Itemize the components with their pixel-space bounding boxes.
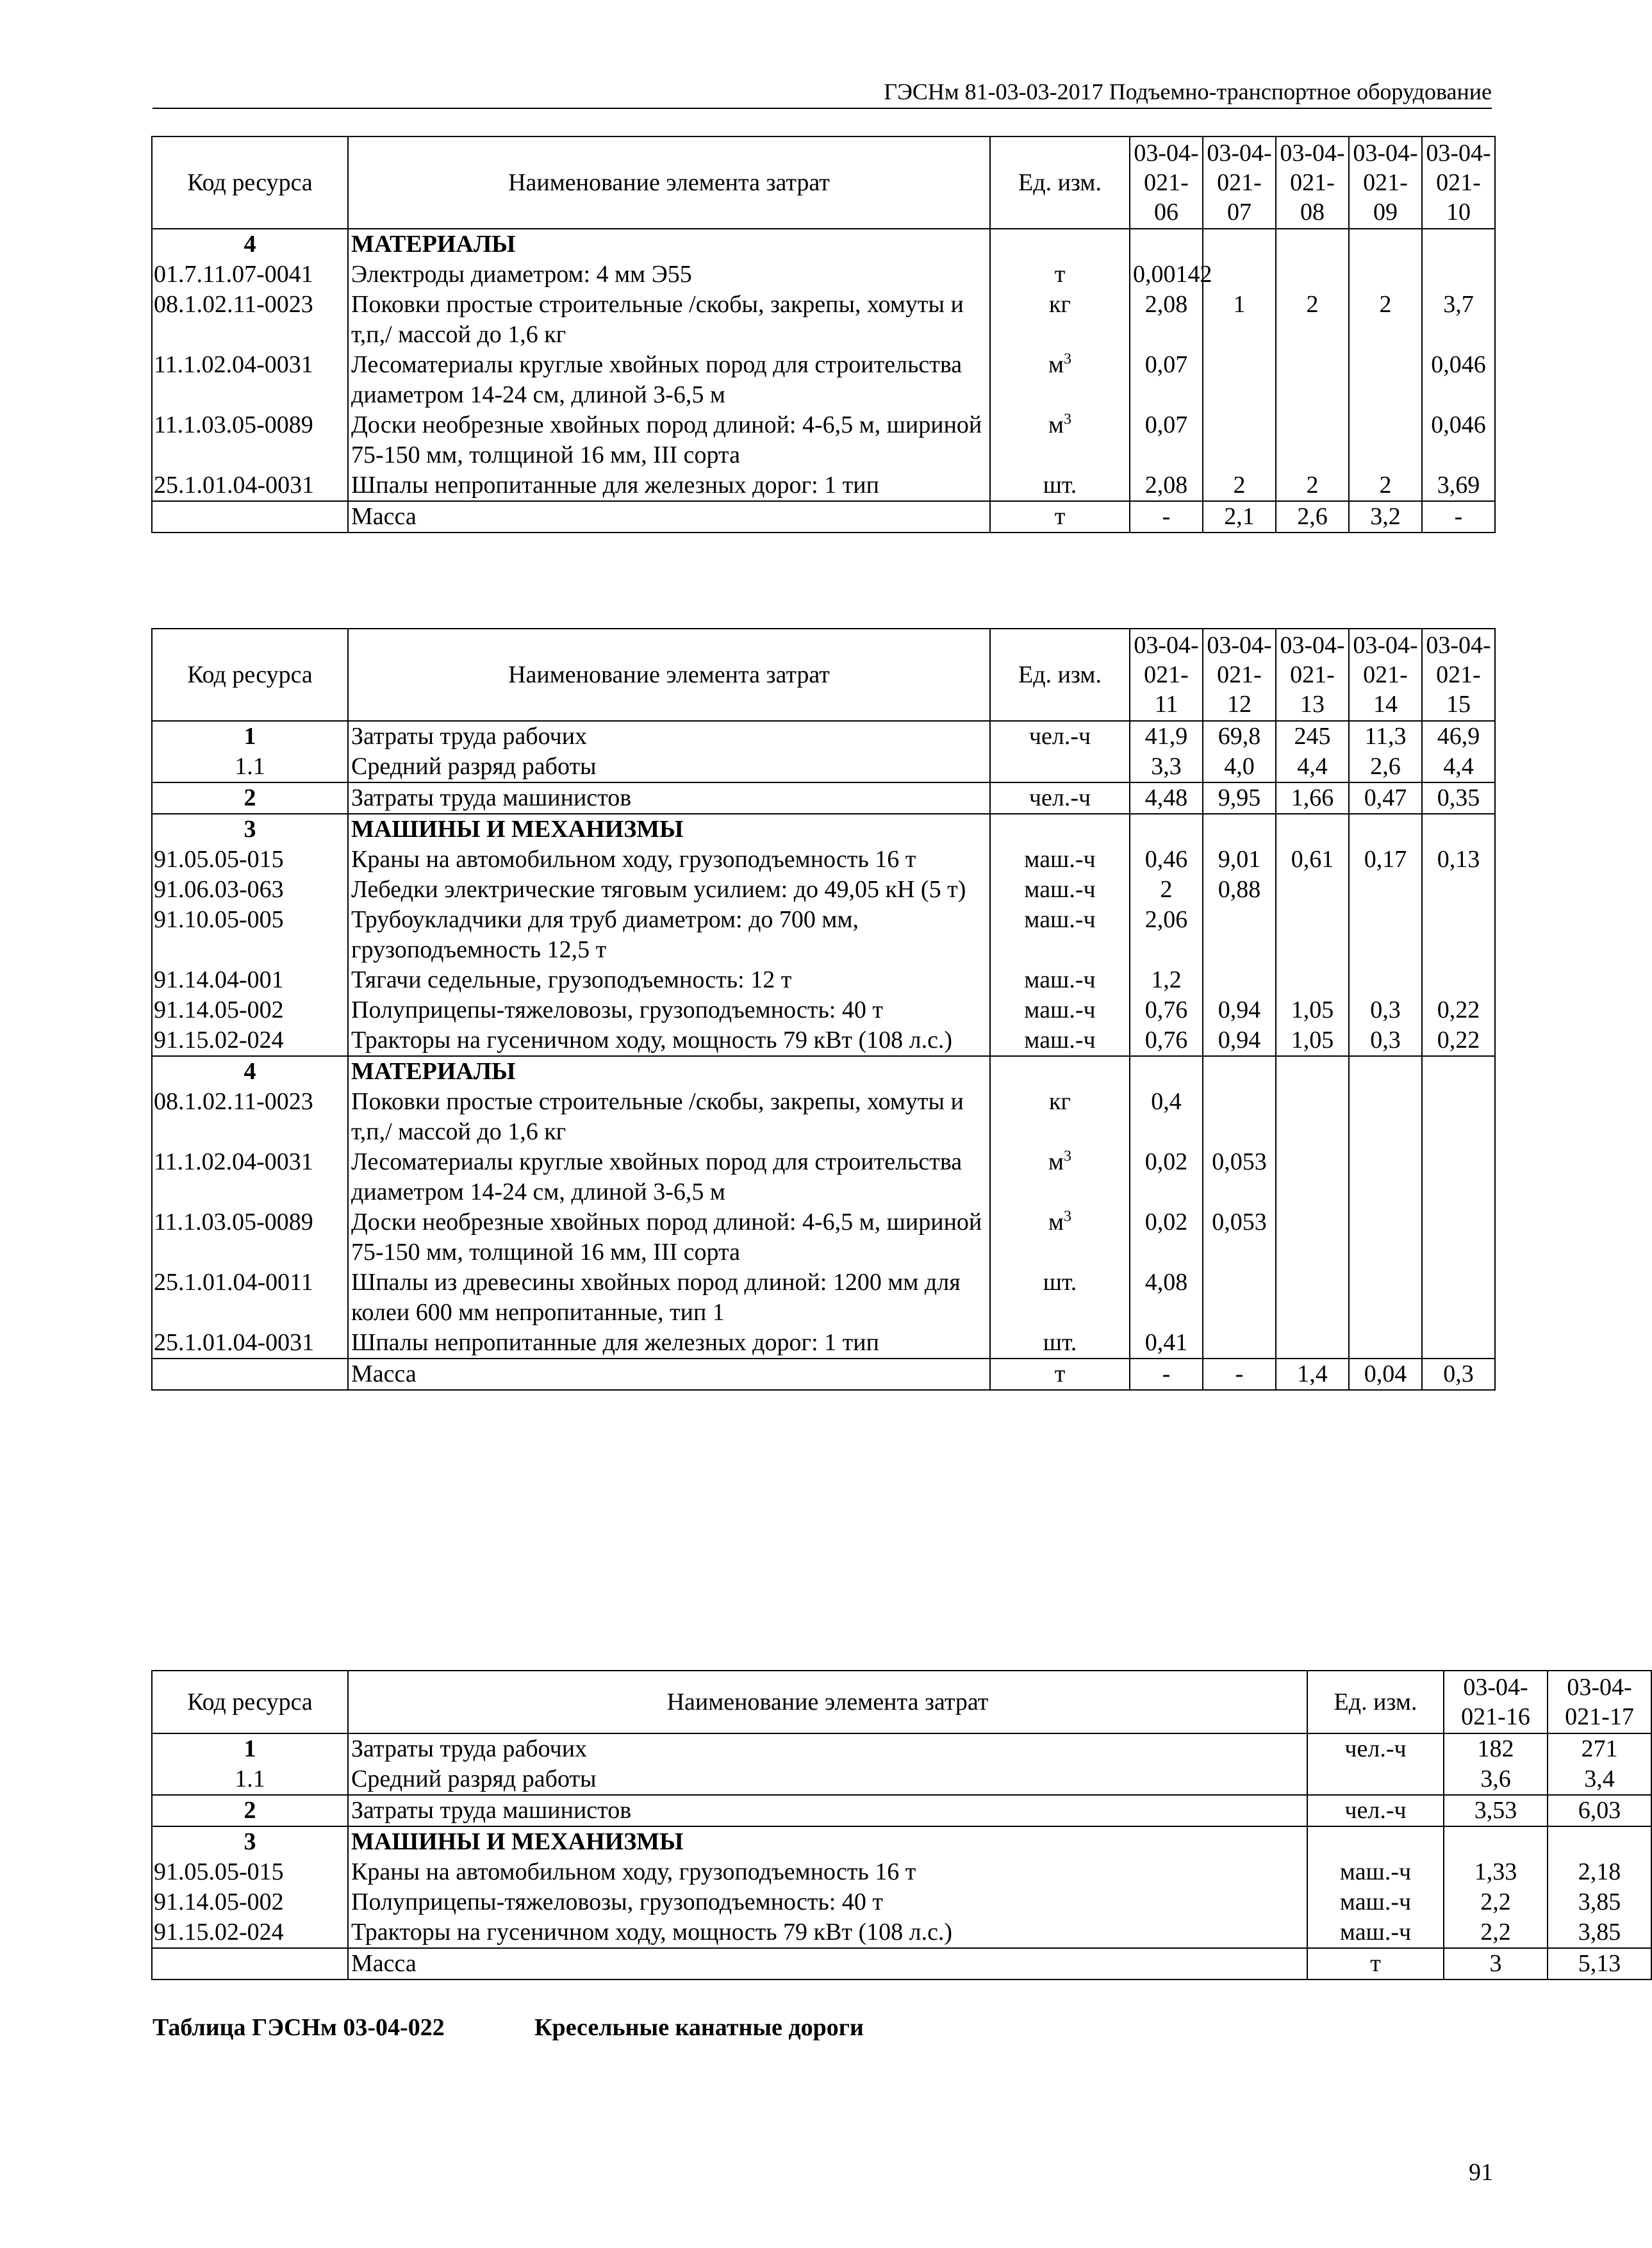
col-header-name: Наименование элемента затрат (348, 136, 990, 229)
resource-value (1276, 410, 1349, 470)
resource-unit: чел.-ч (990, 782, 1130, 814)
resource-value: 1,05 (1276, 1025, 1349, 1056)
resource-unit: $м^3$ (990, 410, 1130, 470)
resource-code: 25.1.01.04-0031 (152, 470, 348, 501)
resource-value (1349, 1268, 1422, 1328)
resource-name: Доски необрезные хвойных пород длиной: 4-6,5 м, шириной 75-150 мм, толщиной 16 мм, III сорта (348, 1207, 990, 1268)
resource-unit (990, 229, 1130, 260)
resource-value (1276, 1207, 1349, 1268)
resource-code: 25.1.01.04-0011 (152, 1268, 348, 1328)
resource-value: 3,7 (1422, 290, 1495, 350)
resource-value (1422, 1056, 1495, 1087)
resource-value (1203, 905, 1276, 965)
col-header-unit: Ед. изм. (990, 136, 1130, 229)
resource-value (1349, 410, 1422, 470)
resource-value: 41,9 (1130, 721, 1203, 752)
resource-unit: шт. (990, 470, 1130, 501)
resource-value: - (1130, 501, 1203, 533)
resource-value (1349, 1087, 1422, 1147)
resource-table-3 (151, 1670, 1652, 1980)
resource-unit: маш.-ч (1307, 1887, 1444, 1917)
resource-value: 2,2 (1444, 1917, 1548, 1948)
resource-value: 0,053 (1203, 1207, 1276, 1268)
resource-value (1422, 1087, 1495, 1147)
resource-value (1349, 814, 1422, 845)
resource-value: 2 (1203, 470, 1276, 501)
resource-value: 2,18 (1548, 1857, 1651, 1887)
section-row (152, 1826, 1651, 1857)
resource-value: 0,22 (1422, 995, 1495, 1025)
resource-value (1349, 875, 1422, 905)
resource-code: 91.10.05-005 (152, 905, 348, 965)
resource-value: 3,69 (1422, 470, 1495, 501)
resource-value (1276, 905, 1349, 965)
resource-code: 4 (152, 229, 348, 260)
resource-name: Средний разряд работы (348, 1764, 1307, 1795)
resource-value (1422, 965, 1495, 995)
resource-value: 4,0 (1203, 752, 1276, 782)
resource-code: 3 (152, 1826, 348, 1857)
resource-value (1422, 1268, 1495, 1328)
table-row (152, 1857, 1651, 1887)
col-header-rate: 03-04-021-06 (1130, 136, 1203, 229)
resource-code: 11.1.02.04-0031 (152, 1147, 348, 1207)
resource-value (1349, 905, 1422, 965)
resource-table-2 (151, 628, 1496, 1391)
col-header-code: Код ресурса (152, 1671, 348, 1733)
resource-value: 69,8 (1203, 721, 1276, 752)
resource-value: 0,22 (1422, 1025, 1495, 1056)
resource-value (1276, 1056, 1349, 1087)
resource-value (1203, 1268, 1276, 1328)
table-row (152, 782, 1495, 814)
resource-value: 3,4 (1548, 1764, 1651, 1795)
resource-unit: $м^3$ (990, 350, 1130, 410)
resource-value: 2,6 (1349, 752, 1422, 782)
resource-code (152, 501, 348, 533)
resource-name: МАТЕРИАЛЫ (348, 229, 990, 260)
resource-value (1422, 260, 1495, 290)
resource-value (1203, 410, 1276, 470)
resource-value: 1,66 (1276, 782, 1349, 814)
resource-unit (990, 814, 1130, 845)
resource-name: Шпалы непропитанные для железных дорог: 1 тип (348, 470, 990, 501)
resource-name: Масса (348, 1359, 990, 1390)
resource-code: 08.1.02.11-0023 (152, 1087, 348, 1147)
resource-value: 2,2 (1444, 1887, 1548, 1917)
resource-value: 0,35 (1422, 782, 1495, 814)
resource-code: 4 (152, 1056, 348, 1087)
col-header-rate: 03-04-021-17 (1548, 1671, 1651, 1733)
resource-value (1349, 1328, 1422, 1359)
resource-value (1203, 965, 1276, 995)
resource-value (1276, 350, 1349, 410)
resource-unit: чел.-ч (990, 721, 1130, 752)
resource-value (1349, 1056, 1422, 1087)
resource-unit: шт. (990, 1328, 1130, 1359)
resource-name: Лесоматериалы круглые хвойных пород для строительства диаметром 14-24 см, длиной 3-6,5 м (348, 350, 990, 410)
resource-value: 0,41 (1130, 1328, 1203, 1359)
resource-code: 91.15.02-024 (152, 1917, 348, 1948)
resource-code: 11.1.03.05-0089 (152, 1207, 348, 1268)
resource-unit: чел.-ч (1307, 1795, 1444, 1826)
resource-value (1422, 1328, 1495, 1359)
table-row (152, 1207, 1495, 1268)
section-row (152, 814, 1495, 845)
table-row (152, 1147, 1495, 1207)
resource-value: 0,46 (1130, 845, 1203, 875)
resource-value (1203, 814, 1276, 845)
resource-unit (990, 1056, 1130, 1087)
resource-code: 91.05.05-015 (152, 845, 348, 875)
resource-value: 2 (1276, 470, 1349, 501)
table-row (152, 1087, 1495, 1147)
resource-value (1203, 1328, 1276, 1359)
resource-code: 91.05.05-015 (152, 1857, 348, 1887)
resource-unit: т (990, 260, 1130, 290)
table-row (152, 470, 1495, 501)
resource-name: Доски необрезные хвойных пород длиной: 4-6,5 м, шириной 75-150 мм, толщиной 16 мм, III сорта (348, 410, 990, 470)
resource-value: 1,33 (1444, 1857, 1548, 1887)
resource-value: 1 (1203, 290, 1276, 350)
resource-name: Шпалы из древесины хвойных пород длиной: 1200 мм для колеи 600 мм непропитанные, тип 1 (348, 1268, 990, 1328)
resource-name: Тягачи седельные, грузоподъемность: 12 т (348, 965, 990, 995)
resource-value (1276, 1328, 1349, 1359)
resource-code: 1 (152, 1733, 348, 1764)
resource-value: 1,05 (1276, 995, 1349, 1025)
resource-value (1422, 1147, 1495, 1207)
resource-value: 1,4 (1276, 1359, 1349, 1390)
resource-value: 5,13 (1548, 1948, 1651, 1979)
resource-unit: маш.-ч (990, 905, 1130, 965)
resource-value: 1,2 (1130, 965, 1203, 995)
resource-value: 271 (1548, 1733, 1651, 1764)
table-row (152, 1328, 1495, 1359)
resource-value (1203, 229, 1276, 260)
resource-value (1422, 229, 1495, 260)
resource-unit: маш.-ч (990, 1025, 1130, 1056)
resource-value: - (1203, 1359, 1276, 1390)
resource-code: 3 (152, 814, 348, 845)
resource-name: Поковки простые строительные /скобы, закрепы, хомуты и т,п,/ массой до 1,6 кг (348, 1087, 990, 1147)
resource-value: 3,2 (1349, 501, 1422, 533)
resource-name: Тракторы на гусеничном ходу, мощность 79 кВт (108 л.с.) (348, 1025, 990, 1056)
resource-value: 9,95 (1203, 782, 1276, 814)
col-header-rate: 03-04-021-07 (1203, 136, 1276, 229)
resource-value: 0,02 (1130, 1207, 1203, 1268)
resource-value: 0,3 (1349, 1025, 1422, 1056)
table-row (152, 410, 1495, 470)
resource-value (1276, 260, 1349, 290)
table-row (152, 260, 1495, 290)
mass-row (152, 1948, 1651, 1979)
col-header-name: Наименование элемента затрат (348, 1671, 1307, 1733)
table-row (152, 995, 1495, 1025)
page-number: 91 (1469, 2159, 1493, 2186)
resource-code: 2 (152, 1795, 348, 1826)
resource-name: Тракторы на гусеничном ходу, мощность 79 кВт (108 л.с.) (348, 1917, 1307, 1948)
resource-value: 0,046 (1422, 350, 1495, 410)
resource-value (1349, 350, 1422, 410)
col-header-rate: 03-04-021-08 (1276, 136, 1349, 229)
resource-unit: т (990, 501, 1130, 533)
resource-value (1349, 260, 1422, 290)
col-header-unit: Ед. изм. (1307, 1671, 1444, 1733)
resource-name: Поковки простые строительные /скобы, закрепы, хомуты и т,п,/ массой до 1,6 кг (348, 290, 990, 350)
resource-name: Затраты труда рабочих (348, 1733, 1307, 1764)
resource-name: Полуприцепы-тяжеловозы, грузоподъемность: 40 т (348, 1887, 1307, 1917)
table-row (152, 1268, 1495, 1328)
resource-code: 1 (152, 721, 348, 752)
resource-value (1349, 1147, 1422, 1207)
resource-value (1276, 1087, 1349, 1147)
resource-value: 2,08 (1130, 290, 1203, 350)
resource-value: 3,6 (1444, 1764, 1548, 1795)
resource-value: 2,6 (1276, 501, 1349, 533)
resource-code: 91.15.02-024 (152, 1025, 348, 1056)
resource-value (1203, 260, 1276, 290)
resource-unit: маш.-ч (1307, 1917, 1444, 1948)
table-row (152, 1764, 1651, 1795)
resource-unit: чел.-ч (1307, 1733, 1444, 1764)
col-header-rate: 03-04-021-14 (1349, 629, 1422, 721)
resource-value (1422, 875, 1495, 905)
resource-value (1276, 229, 1349, 260)
col-header-rate: 03-04-021-13 (1276, 629, 1349, 721)
resource-code: 2 (152, 782, 348, 814)
resource-value: 0,47 (1349, 782, 1422, 814)
resource-name: Затраты труда машинистов (348, 782, 990, 814)
resource-unit: $м^3$ (990, 1147, 1130, 1207)
resource-code: 91.14.05-002 (152, 1887, 348, 1917)
resource-name: Масса (348, 1948, 1307, 1979)
resource-code: 01.7.11.07-0041 (152, 260, 348, 290)
table-row (152, 875, 1495, 905)
resource-code: 25.1.01.04-0031 (152, 1328, 348, 1359)
resource-value (1130, 229, 1203, 260)
col-header-rate: 03-04-021-12 (1203, 629, 1276, 721)
resource-value: 4,48 (1130, 782, 1203, 814)
resource-value (1276, 875, 1349, 905)
resource-name: Трубоукладчики для труб диаметром: до 700 мм, грузоподъемность 12,5 т (348, 905, 990, 965)
resource-value: 0,17 (1349, 845, 1422, 875)
resource-code: 91.14.04-001 (152, 965, 348, 995)
resource-name: Масса (348, 501, 990, 533)
resource-name: Краны на автомобильном ходу, грузоподъемность 16 т (348, 1857, 1307, 1887)
resource-code (152, 1948, 348, 1979)
resource-value: - (1422, 501, 1495, 533)
resource-unit: т (1307, 1948, 1444, 1979)
table-row (152, 905, 1495, 965)
table-row (152, 1795, 1651, 1826)
resource-value: 3,53 (1444, 1795, 1548, 1826)
resource-name: Шпалы непропитанные для железных дорог: 1 тип (348, 1328, 990, 1359)
resource-name: Краны на автомобильном ходу, грузоподъемность 16 т (348, 845, 990, 875)
resource-name: Лесоматериалы круглые хвойных пород для строительства диаметром 14-24 см, длиной 3-6,5 м (348, 1147, 990, 1207)
resource-unit: маш.-ч (990, 845, 1130, 875)
resource-value: 3,85 (1548, 1917, 1651, 1948)
table-number: Таблица ГЭСНм 03-04-022 (153, 2014, 445, 2041)
resource-value: 6,03 (1548, 1795, 1651, 1826)
resource-value: 0,02 (1130, 1147, 1203, 1207)
col-header-rate: 03-04-021-10 (1422, 136, 1495, 229)
table-row (152, 1887, 1651, 1917)
resource-code: 11.1.03.05-0089 (152, 410, 348, 470)
resource-table-1 (151, 136, 1496, 533)
resource-unit: маш.-ч (1307, 1857, 1444, 1887)
resource-value: 0,3 (1349, 995, 1422, 1025)
resource-value: - (1130, 1359, 1203, 1390)
table-row (152, 721, 1495, 752)
resource-value: 4,08 (1130, 1268, 1203, 1328)
resource-unit: маш.-ч (990, 965, 1130, 995)
resource-value: 2 (1349, 470, 1422, 501)
resource-unit: $м^3$ (990, 1207, 1130, 1268)
resource-value: 3,3 (1130, 752, 1203, 782)
table-title: Кресельные канатные дороги (534, 2014, 864, 2041)
resource-value: 182 (1444, 1733, 1548, 1764)
resource-value (1444, 1826, 1548, 1857)
resource-name: Затраты труда машинистов (348, 1795, 1307, 1826)
resource-name: Электроды диаметром: 4 мм Э55 (348, 260, 990, 290)
resource-value (1276, 1147, 1349, 1207)
resource-value: 46,9 (1422, 721, 1495, 752)
running-header (153, 76, 1492, 109)
resource-value: 0,07 (1130, 350, 1203, 410)
resource-unit (990, 752, 1130, 782)
table-header-row (152, 629, 1495, 721)
resource-value: 4,4 (1422, 752, 1495, 782)
resource-value: 2,1 (1203, 501, 1276, 533)
resource-value: 0,053 (1203, 1147, 1276, 1207)
resource-value (1130, 814, 1203, 845)
col-header-rate: 03-04-021-16 (1444, 1671, 1548, 1733)
resource-value: 3,85 (1548, 1887, 1651, 1917)
resource-value: 0,046 (1422, 410, 1495, 470)
resource-name: Полуприцепы-тяжеловозы, грузоподъемность: 40 т (348, 995, 990, 1025)
table-header-row (152, 1671, 1651, 1733)
resource-value: 0,07 (1130, 410, 1203, 470)
resource-name: МАШИНЫ И МЕХАНИЗМЫ (348, 814, 990, 845)
resource-value: 2 (1130, 875, 1203, 905)
resource-unit (1307, 1764, 1444, 1795)
table-row (152, 965, 1495, 995)
resource-value: 0,94 (1203, 995, 1276, 1025)
col-header-code: Код ресурса (152, 629, 348, 721)
resource-code: 91.06.03-063 (152, 875, 348, 905)
resource-name: МАТЕРИАЛЫ (348, 1056, 990, 1087)
resource-value (1130, 1056, 1203, 1087)
mass-row (152, 501, 1495, 533)
mass-row (152, 1359, 1495, 1390)
resource-name: Лебедки электрические тяговым усилием: до 49,05 кН (5 т) (348, 875, 990, 905)
resource-name: Средний разряд работы (348, 752, 990, 782)
resource-unit: кг (990, 1087, 1130, 1147)
resource-value (1203, 350, 1276, 410)
resource-value (1203, 1087, 1276, 1147)
resource-name: МАШИНЫ И МЕХАНИЗМЫ (348, 1826, 1307, 1857)
resource-value (1276, 814, 1349, 845)
resource-value: 0,00142 (1130, 260, 1203, 290)
resource-value (1276, 1268, 1349, 1328)
resource-value: 0,94 (1203, 1025, 1276, 1056)
resource-value: 2 (1349, 290, 1422, 350)
resource-value: 4,4 (1276, 752, 1349, 782)
section-row (152, 1056, 1495, 1087)
resource-value: 0,4 (1130, 1087, 1203, 1147)
resource-value: 11,3 (1349, 721, 1422, 752)
resource-code: 91.14.05-002 (152, 995, 348, 1025)
resource-value (1349, 229, 1422, 260)
table-row (152, 290, 1495, 350)
resource-value (1203, 1056, 1276, 1087)
resource-value: 0,61 (1276, 845, 1349, 875)
resource-value: 2,06 (1130, 905, 1203, 965)
resource-code: 1.1 (152, 752, 348, 782)
resource-value: 2 (1276, 290, 1349, 350)
resource-value (1422, 905, 1495, 965)
col-header-name: Наименование элемента затрат (348, 629, 990, 721)
resource-code (152, 1359, 348, 1390)
resource-unit: маш.-ч (990, 995, 1130, 1025)
resource-code: 1.1 (152, 1764, 348, 1795)
resource-value: 9,01 (1203, 845, 1276, 875)
resource-code: 11.1.02.04-0031 (152, 350, 348, 410)
resource-value: 0,76 (1130, 1025, 1203, 1056)
resource-value: 0,13 (1422, 845, 1495, 875)
resource-value (1349, 965, 1422, 995)
resource-unit: т (990, 1359, 1130, 1390)
resource-unit (1307, 1826, 1444, 1857)
resource-value: 2,08 (1130, 470, 1203, 501)
resource-name: Затраты труда рабочих (348, 721, 990, 752)
table-row (152, 350, 1495, 410)
table-row (152, 752, 1495, 782)
resource-value: 245 (1276, 721, 1349, 752)
table-row (152, 1917, 1651, 1948)
table-row (152, 1733, 1651, 1764)
resource-value (1422, 814, 1495, 845)
resource-value: 0,88 (1203, 875, 1276, 905)
resource-value: 0,3 (1422, 1359, 1495, 1390)
col-header-rate: 03-04-021-09 (1349, 136, 1422, 229)
col-header-rate: 03-04-021-11 (1130, 629, 1203, 721)
running-header-text: ГЭСНм 81-03-03-2017 Подъемно-транспортное оборудование (884, 79, 1492, 104)
section-row (152, 229, 1495, 260)
resource-value (1422, 1207, 1495, 1268)
resource-value (1349, 1207, 1422, 1268)
resource-unit: маш.-ч (990, 875, 1130, 905)
col-header-rate: 03-04-021-15 (1422, 629, 1495, 721)
table-header-row (152, 136, 1495, 229)
resource-unit: кг (990, 290, 1130, 350)
resource-code: 08.1.02.11-0023 (152, 290, 348, 350)
col-header-unit: Ед. изм. (990, 629, 1130, 721)
resource-value: 0,76 (1130, 995, 1203, 1025)
table-row (152, 1025, 1495, 1056)
resource-unit: шт. (990, 1268, 1130, 1328)
table-row (152, 845, 1495, 875)
resource-value: 0,04 (1349, 1359, 1422, 1390)
col-header-code: Код ресурса (152, 136, 348, 229)
resource-value (1548, 1826, 1651, 1857)
resource-value: 3 (1444, 1948, 1548, 1979)
resource-value (1276, 965, 1349, 995)
